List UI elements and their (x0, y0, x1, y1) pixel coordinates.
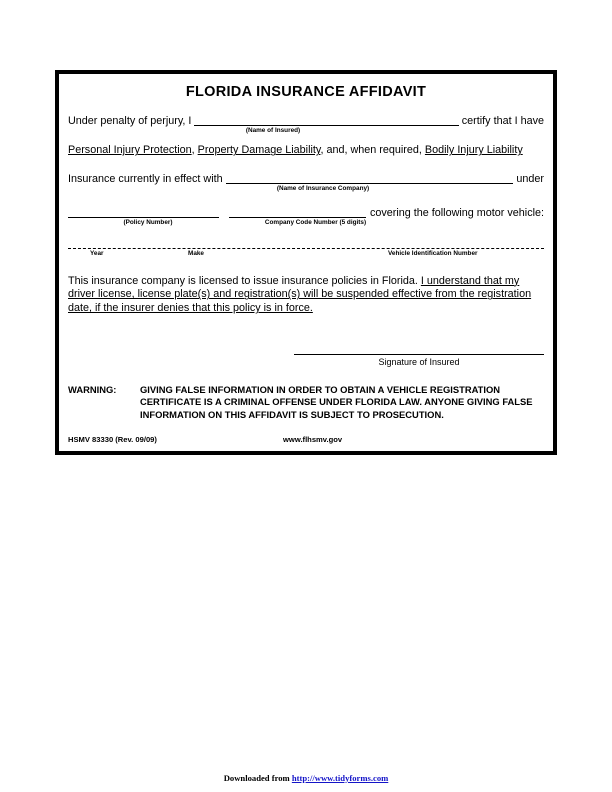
caption-vehicle-identification-number: Vehicle Identification Number (388, 249, 478, 257)
caption-name-of-insured: (Name of Insured) (245, 127, 301, 134)
page-title: FLORIDA INSURANCE AFFIDAVIT (185, 84, 427, 100)
caption-policy-number: (Policy Number) (123, 219, 173, 227)
policy-number-field[interactable] (68, 206, 219, 218)
paragraph-underlined-text: I understand that my driver license, license plate(s) and registration(s) will be suspended effective from the registration date, if the insurer denies that this policy is in force. (68, 274, 532, 315)
insurance-effect-row (68, 172, 544, 185)
effect-suffix-text: under (516, 172, 544, 185)
caption-company-code-number: Company Code Number (5 digits) (264, 219, 367, 227)
caption-name-of-insurance-company: (Name of Insurance Company) (276, 184, 370, 192)
form-number: HSMV 83330 (Rev. 09/09) (68, 435, 157, 444)
warning-label: WARNING: (68, 384, 117, 396)
warning-block (68, 384, 544, 421)
coverage-bodily-injury-liability: Bodily Injury Liability (424, 144, 523, 157)
affidavit-form-frame (55, 70, 557, 455)
form-footer (68, 435, 544, 444)
paragraph-plain-text: This insurance company is licensed to issue insurance policies in Florida. (68, 274, 418, 287)
signature-of-insured-field[interactable] (294, 343, 544, 355)
penalty-suffix-text: certify that I have (461, 115, 544, 127)
vehicle-info-field[interactable] (68, 247, 544, 249)
vehicle-captions-row (68, 251, 544, 261)
coverage-property-damage-liability: Property Damage Liability (197, 144, 321, 157)
coverage-personal-injury-protection: Personal Injury Protection (68, 144, 192, 157)
caption-signature-of-insured: Signature of Insured (378, 357, 460, 368)
signature-block (68, 343, 544, 367)
warning-text: GIVING FALSE INFORMATION IN ORDER TO OBTAIN A VEHICLE REGISTRATION CERTIFICATE IS A CRIMINAL OFFENSE UNDER FLORIDA LAW. ANYONE GIVING FALSE INFORMATION ON THIS AFFIDAVIT IS SUBJECT TO PROSECUTION. (140, 384, 533, 420)
caption-year: Year (90, 249, 104, 257)
name-of-insured-field[interactable] (194, 114, 458, 126)
form-content (59, 74, 553, 451)
penalty-row (68, 114, 544, 127)
watermark-url-link[interactable]: http://www.tidyforms.com (291, 773, 389, 783)
agency-website: www.flhsmv.gov (283, 435, 343, 444)
signature-column (294, 343, 544, 367)
name-of-insurance-company-field[interactable] (226, 172, 514, 184)
watermark-prefix: Downloaded from (223, 773, 292, 783)
policy-captions-row (68, 220, 544, 226)
policy-row (68, 206, 544, 219)
acknowledgement-paragraph (68, 275, 544, 316)
effect-prefix-text: Insurance currently in effect with (68, 172, 223, 185)
caption-make: Make (188, 249, 204, 257)
company-code-number-field[interactable] (229, 206, 366, 218)
penalty-prefix-text: Under penalty of perjury, I (68, 115, 192, 127)
coverages-row (68, 144, 544, 156)
download-watermark (0, 773, 612, 783)
policy-suffix-text: covering the following motor vehicle: (369, 207, 544, 220)
coverage-sep-1: , (191, 144, 198, 157)
coverage-mid-text: , and, when required, (320, 144, 425, 157)
